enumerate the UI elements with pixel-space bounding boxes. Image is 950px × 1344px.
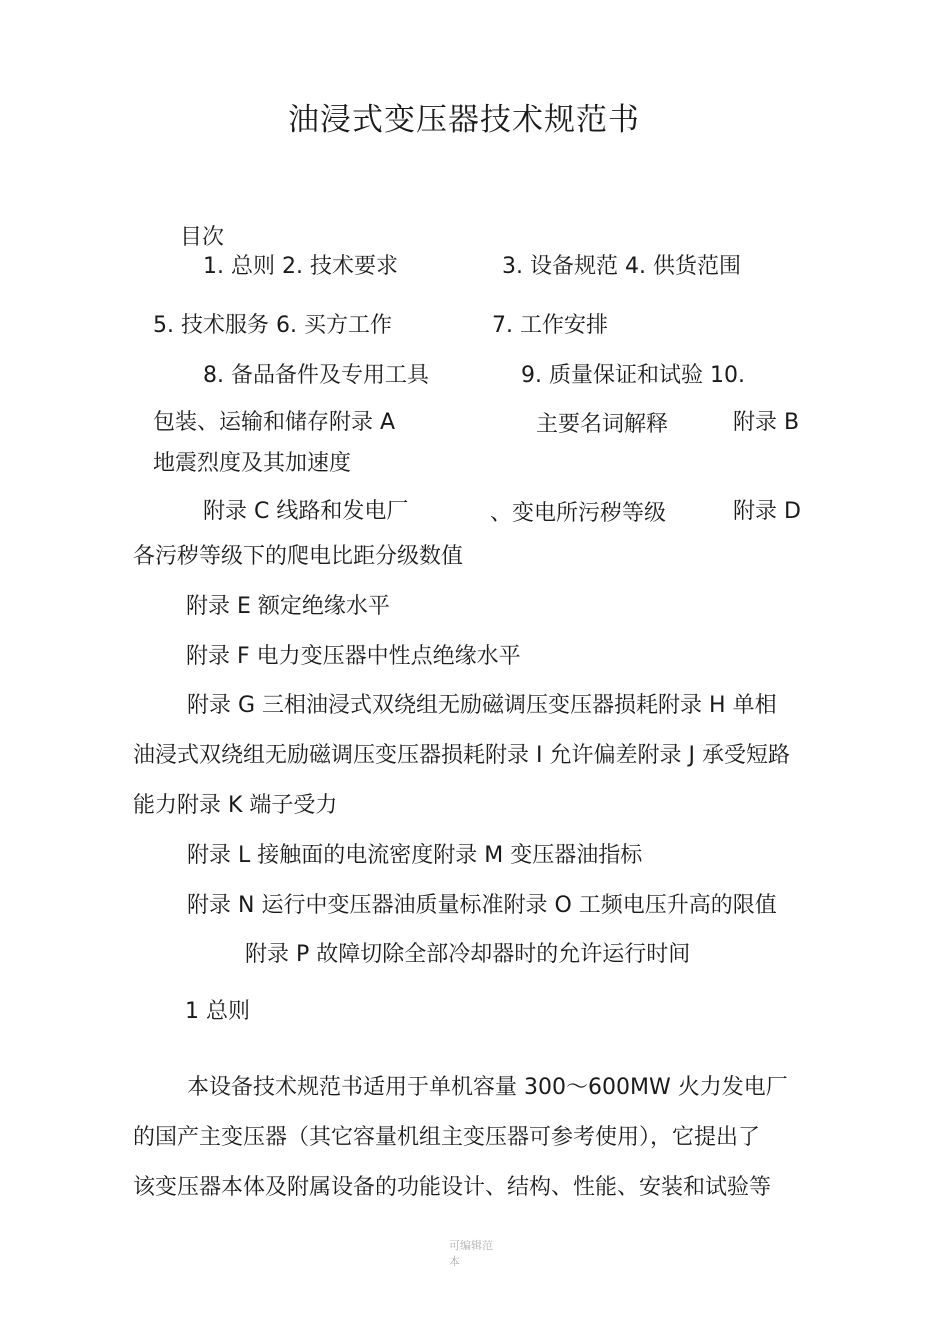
section-heading: 1 总则 <box>185 999 250 1024</box>
document-title: 油浸式变压器技术规范书 <box>288 102 640 138</box>
toc-line: 主要名词解释 <box>536 412 669 437</box>
toc-line: 8. 备品备件及专用工具 <box>203 363 429 388</box>
toc-line: 5. 技术服务 6. 买方工作 <box>153 313 392 338</box>
toc-line: 包装、运输和储存附录 A <box>153 410 396 435</box>
toc-line: 7. 工作安排 <box>492 313 608 338</box>
body-paragraph-line: 该变压器本体及附属设备的功能设计、结构、性能、安装和试验等 <box>133 1175 772 1200</box>
toc-line: 、变电所污秽等级 <box>490 501 667 526</box>
footer-watermark-line: 可编辑范 <box>449 1239 493 1252</box>
footer-watermark-line: 本 <box>449 1255 460 1268</box>
toc-line: 附录 E 额定绝缘水平 <box>186 594 390 619</box>
toc-line: 3. 设备规范 4. 供货范围 <box>502 254 741 279</box>
toc-line: 能力附录 K 端子受力 <box>133 793 338 818</box>
body-paragraph-line: 本设备技术规范书适用于单机容量 300～600MW 火力发电厂 <box>187 1075 788 1100</box>
toc-line: 1. 总则 2. 技术要求 <box>203 254 398 279</box>
toc-line: 附录 L 接触面的电流密度附录 M 变压器油指标 <box>187 843 643 868</box>
toc-line: 附录 N 运行中变压器油质量标准附录 O 工频电压升高的限值 <box>187 893 777 918</box>
toc-line: 附录 G 三相油浸式双绕组无励磁调压变压器损耗附录 H 单相 <box>187 693 777 718</box>
toc-heading: 目次 <box>180 225 225 250</box>
toc-line: 附录 B <box>733 410 800 435</box>
toc-line: 附录 P 故障切除全部冷却器时的允许运行时间 <box>245 942 691 967</box>
toc-line: 附录 C 线路和发电厂 <box>203 499 409 524</box>
toc-line: 附录 F 电力变压器中性点绝缘水平 <box>186 644 521 669</box>
toc-line: 地震烈度及其加速度 <box>153 451 352 476</box>
toc-line: 9. 质量保证和试验 10. <box>521 363 745 388</box>
body-paragraph-line: 的国产主变压器（其它容量机组主变压器可参考使用），它提出了 <box>133 1125 761 1150</box>
toc-line: 油浸式双绕组无励磁调压变压器损耗附录 I 允许偏差附录 J 承受短路 <box>133 743 790 768</box>
toc-line: 附录 D <box>733 499 801 524</box>
toc-line: 各污秽等级下的爬电比距分级数值 <box>133 544 464 569</box>
